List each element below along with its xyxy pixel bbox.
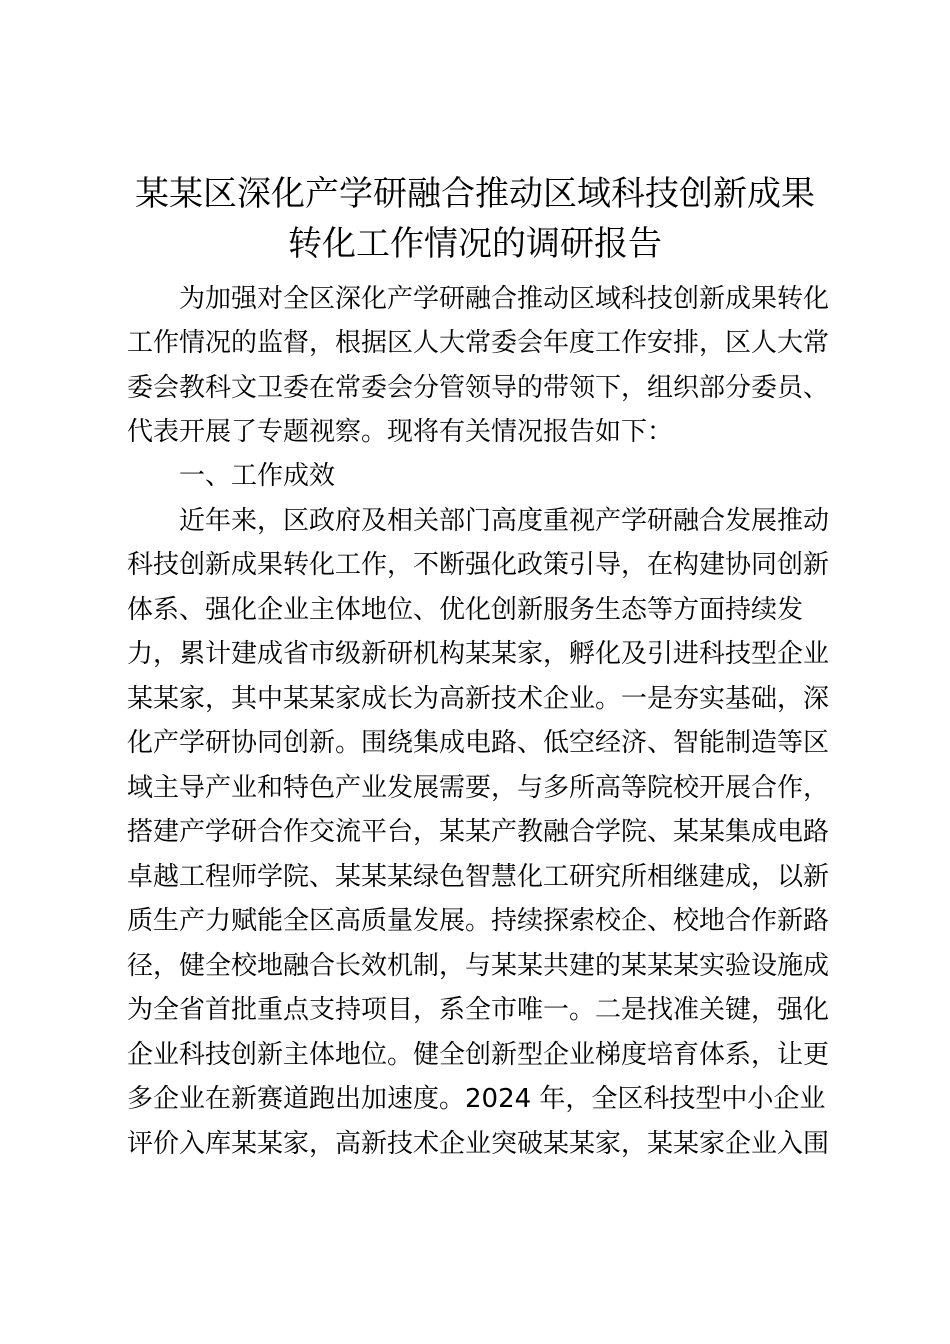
paragraph-line: 域主导产业和特色产业发展需要，与多所高等院校开展合作，: [127, 773, 830, 803]
document-title-line-2: 转化工作情况的调研报告: [288, 224, 662, 264]
paragraph-line: 径，健全校地融合长效机制，与某某共建的某某某实验设施成: [127, 951, 830, 981]
section-heading: 一、工作成效: [179, 461, 336, 491]
paragraph-line: 企业科技创新主体地位。健全创新型企业梯度培育体系，让更: [127, 1040, 830, 1070]
paragraph-line: 为加强对全区深化产学研融合推动区域科技创新成果转化: [179, 284, 830, 314]
paragraph-line: 某某家，其中某某家成长为高新技术企业。一是夯实基础，深: [127, 684, 830, 714]
paragraph-line: 体系、强化企业主体地位、优化创新服务生态等方面持续发: [127, 595, 804, 625]
paragraph-line: 质生产力赋能全区高质量发展。持续探索校企、校地合作新路: [127, 906, 830, 936]
paragraph-line: 为全省首批重点支持项目，系全市唯一。二是找准关键，强化: [127, 995, 830, 1025]
paragraph-line: 委会教科文卫委在常委会分管领导的带领下，组织部分委员、: [127, 373, 830, 403]
paragraph-line: 工作情况的监督，根据区人大常委会年度工作安排，区人大常: [127, 328, 830, 358]
paragraph-line: 力，累计建成省市级新研机构某某家，孵化及引进科技型企业: [127, 639, 830, 669]
paragraph-line: 搭建产学研合作交流平台，某某产教融合学院、某某集成电路: [127, 817, 830, 847]
paragraph-line: 化产学研协同创新。围绕集成电路、低空经济、智能制造等区: [127, 728, 830, 758]
document-title-line-1: 某某区深化产学研融合推动区域科技创新成果: [135, 174, 815, 214]
paragraph-line: 评价入库某某家，高新技术企业突破某某家，某某家企业入围: [127, 1129, 830, 1159]
paragraph-line: 卓越工程师学院、某某某绿色智慧化工研究所相继建成，以新: [127, 862, 830, 892]
paragraph-line: 科技创新成果转化工作，不断强化政策引导，在构建协同创新: [127, 550, 830, 580]
paragraph-line: 代表开展了专题视察。现将有关情况报告如下：: [127, 417, 674, 447]
paragraph-line: 多企业在新赛道跑出加速度。2024 年，全区科技型中小企业: [127, 1084, 826, 1114]
paragraph-line: 近年来，区政府及相关部门高度重视产学研融合发展推动: [179, 506, 830, 536]
